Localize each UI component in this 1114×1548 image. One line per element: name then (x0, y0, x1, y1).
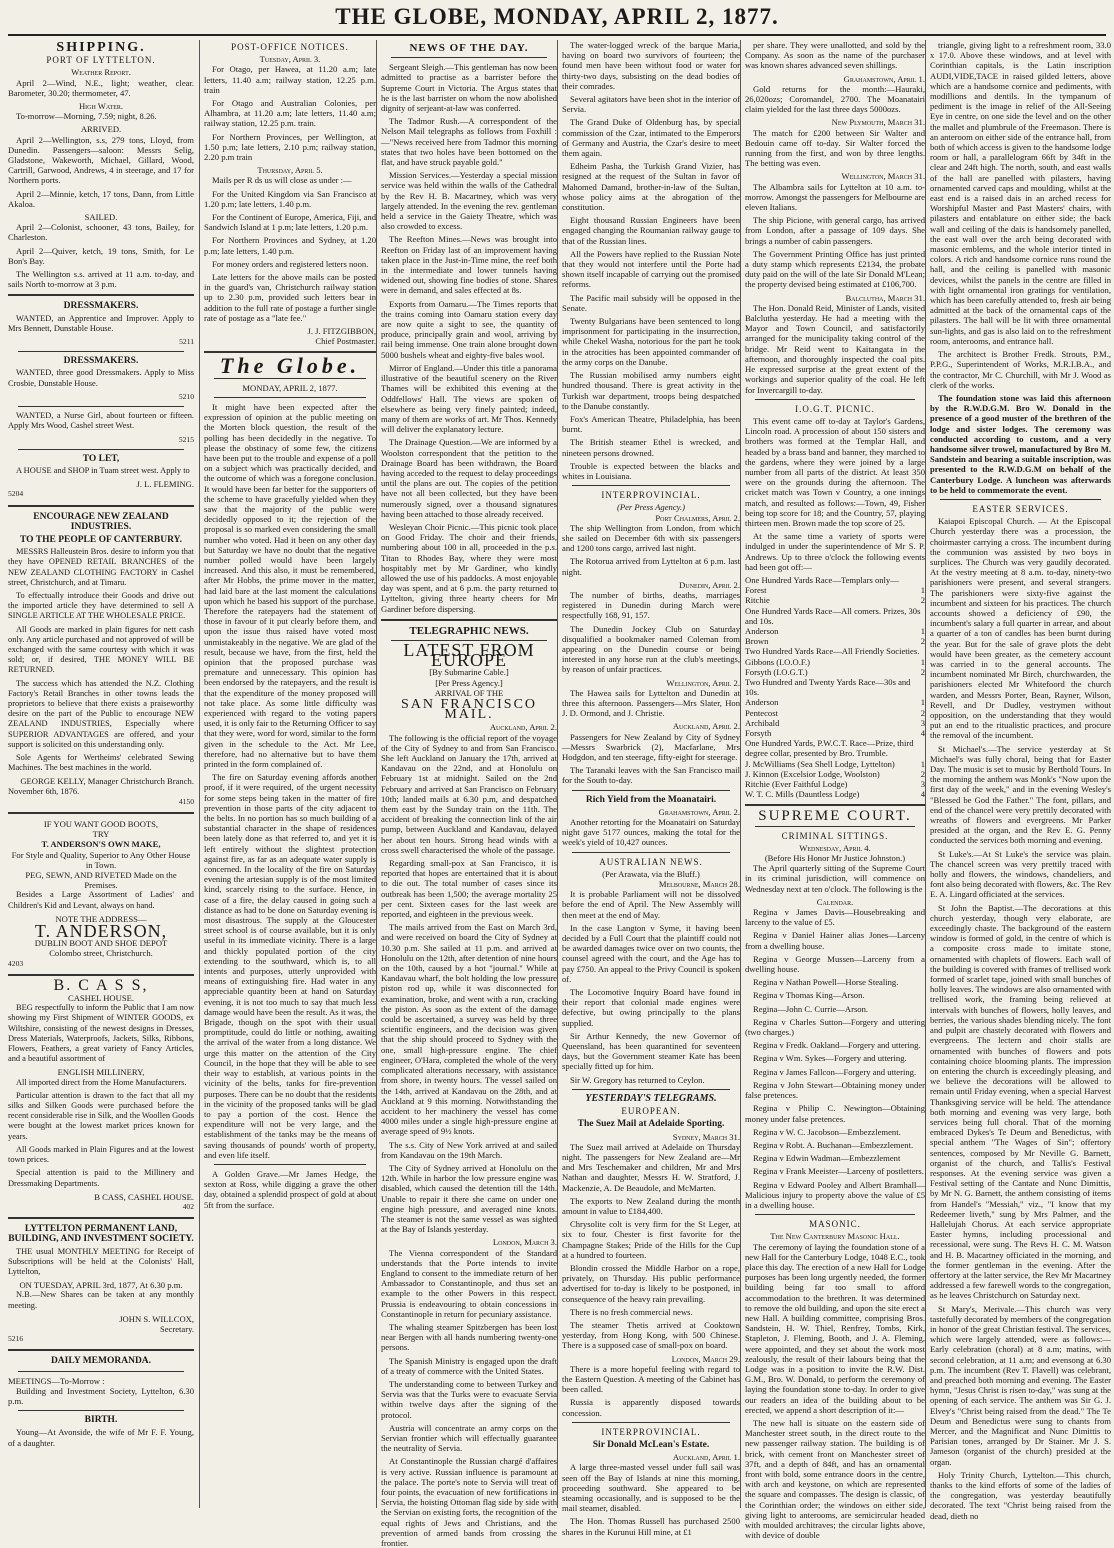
race-result-row (745, 769, 925, 779)
bcass-text: ENGLISH MILLINERY, (57, 1067, 145, 1078)
society-text: N.B.—New Shares can be taken at any monthly meeting. (8, 1290, 194, 1310)
dateline: Wellington, April 2. (666, 677, 740, 688)
news-item: Trouble is expected between the blacks and whites in Louisiana. (562, 460, 740, 481)
bcass-text: Particular attention is drawn to the fact that all my silks and Silken Goods were purchased before the recent considerable rise in Silk, and the Woollen Goods were bought at the lowest market prices known for years. (8, 1090, 194, 1141)
race-entrant: Pentecost (745, 707, 778, 718)
ad-number: 5204 (8, 489, 24, 499)
race-results (745, 657, 925, 677)
anderson-line: IF YOU WANT GOOD BOOTS, (43, 819, 159, 829)
news-item: The Taranaki leaves with the San Francisco mail for the South to-day. (562, 765, 740, 786)
news-item: The April quarterly sitting of the Supreme Court in its criminal jurisdiction, will commence on Wednesday next at ten o'clock. The following is the (745, 863, 925, 894)
editorial-paragraph: A Golden Grave.—Mr James Hedge, the sexton at Ross, while digging a grave the other day, obtained a splendid prospect of gold at about 5ft from the surface. (204, 1168, 376, 1210)
race-title: One Hundred Yards Race—All comers. Prizes, 30s and 10s. (745, 605, 921, 626)
dateline: London, March 29. (671, 1353, 740, 1364)
society-heading: LYTTELTON PERMANENT LAND, BUILDING, AND INVESTMENT SOCIETY. (8, 1224, 194, 1245)
case-entry: Regina v Thomas King—Arson. (753, 990, 865, 1001)
race-place: 2 (920, 666, 925, 677)
donald-heading: Sir Donald McLean's Estate. (592, 1439, 710, 1450)
to-let-signature: J. L. FLEMING. (136, 479, 194, 490)
encourage-text: The success which has attended the N.Z. Clothing Factory's Retail Branches in other towns leads the proprietors to believe that there exists a praiseworthy desire on the part of the Public to encourage NEW ZEALAND INDUSTRIES, Especially where SUPERIOR ADVANTAGES are offered, and your support is solicited on this understanding only. (8, 678, 194, 749)
race-place: 3 (920, 717, 925, 728)
news-item: Gold returns for the month:—Hauraki, 26,020ozs; Coromandel, 2700. The Moanatairi claim yielded for the last three days 5000ozs. (745, 83, 925, 115)
race-results (745, 697, 925, 738)
anderson-line: TRY (92, 829, 110, 840)
encourage-subheading: TO THE PEOPLE OF CANTERBURY. (20, 534, 182, 545)
race-result-row (745, 585, 925, 595)
postoffice-heading: POST-OFFICE NOTICES. (231, 42, 349, 52)
news-item: The foundation stone was laid this afternoon by the R.W.D.G.M. Bro W. Donald in the presence of a good muster of the brethren of the lodge and sister lodges. The ceremony was conducted according to custom, and a very handsome silver trowel, manufactured by Bro M. Sandstein and bearing a suitable inscription, was presented to the R.W.D.G.M on behalf of the Canterbury Lodge. A luncheon was afterwards to be held to commemorate the event. (930, 392, 1111, 495)
anderson-line: NOTE THE ADDRESS— (55, 913, 147, 924)
race-results (745, 585, 925, 605)
column-4 (557, 40, 744, 1537)
news-item: The Locomotive Inquiry Board have found in their report that colonial made engines were defective, but owing principally to the plans supplied. (562, 987, 740, 1028)
european-heading: EUROPEAN. (621, 1106, 681, 1117)
interprovincial-heading: INTERPROVINCIAL. (601, 1426, 701, 1437)
criminal-sittings-heading: CRIMINAL SITTINGS. (781, 830, 889, 841)
encourage-signature: GEORGE KELLY, Manager Christchurch Branch. (20, 776, 194, 787)
arrived-entry: April 2—Wellington, s.s, 279 tons, Lloyd, from Dunedin. Passengers—saloon: Messrs Selig, Gladstone, Wakeworth, Michael, Gillard, Wood, Cartrill, Garwood, Andrews, 4 in steerage, and 17 for Northern ports. (8, 134, 194, 186)
column-1 (8, 40, 198, 1508)
news-item: There is no fresh commercial news. (570, 1306, 693, 1317)
postoffice-text: Late letters for the above mails can be posted in the guard's van, Christchurch railway station up to 2.30 p.m, provided such letters bear in addition to the full rate of postage a further single rate of postage as a "late fee." (204, 272, 376, 323)
race-entrant: Gibbons (I.O.O.F.) (745, 656, 810, 667)
postoffice-day: Thursday, April 5. (257, 165, 323, 176)
telegraphic-heading: TELEGRAPHIC NEWS. (409, 624, 529, 637)
race-result-row (745, 789, 925, 799)
case-entry: Regina v W. C. Jacobson—Embezzlement. (753, 1126, 901, 1137)
arrived-entry: April 2—Minnie, ketch, 17 tons, Dann, from Little Akaloa. (8, 188, 194, 209)
news-item: In the case Langton v Syme, it having been decided by a Full Court that the plaintiff could not be awarded damages twice over on two counts, the counsel agreed with the court, and the Age has to pay £750. An appeal to the Privy Council is spoken of. (562, 922, 740, 984)
bcass-subtitle: CASHEL HOUSE. (67, 993, 135, 1004)
postoffice-text: Mails per R ds us will close as under :— (212, 175, 352, 186)
news-item: The ship Wellington from London, from which she sailed on December 6th with six passengers and 1200 tons cargo, arrived last night. (562, 522, 740, 554)
easter-heading: EASTER SERVICES. (972, 503, 1069, 514)
ad-number: 5211 (179, 337, 194, 347)
race-result-row (745, 728, 925, 738)
court-judge: (Before His Honor Mr Justice Johnston.) (764, 853, 906, 864)
news-item: Blondin crossed the Middle Harbor on a rope, privately, on Thursday. His public performance advertised for to-day is likely to be postponed, in consequence of the heavy rain prevailing. (562, 1262, 740, 1304)
rich-yield-heading: Rich Yield from the Moanatairi. (585, 794, 717, 805)
race-place: 3 (920, 779, 925, 790)
to-let-ad: A HOUSE and SHOP in Tuam street west. Apply to (16, 465, 190, 475)
news-item: The Suez mail arrived at Adelaide on Thursday night. The passengers for New Zealand are—Mr and Mrs Teschemaker and children, Mr and Mrs Nathan and daughter, Messrs H. W. Stratford, J. Mackenzie, A. De Beaudole, and McMarten. (562, 1141, 740, 1193)
to-let-heading: TO LET, (82, 453, 120, 464)
news-item: The Hon. Donald Reid, Minister of Lands, visited Balclutha yesterday. He had a meeting with the Mayor and Town Council, and satisfactorily arranged for the municipality taking control of the bridge. Mr Reid went to Kaitangata in the afternoon, and thoroughly inspected the coal pits. He expressed surprise at the great extent of the workings and superior quality of the coal. He left for Invercargill to-day. (745, 302, 925, 395)
dressmakers-ad: WANTED, three good Dressmakers. Apply to Miss Crosbie, Dunstable House. (8, 368, 194, 388)
news-item: The steamer Thetis arrived at Cooktown yesterday, from Hong Kong, with 500 Chinese. There is a supposed case of small-pox on board. (562, 1319, 740, 1351)
society-signature-title: Secretary. (159, 1323, 194, 1334)
ad-number: 5216 (8, 1334, 24, 1344)
news-item: The Hawea sails for Lyttelton and Dunedin at three this afternoon. Passengers—Mrs Slater, Hon J. D. Ormond, and J. Christie. (562, 687, 740, 719)
society-signature: JOHN S. WILLCOX, (119, 1313, 194, 1324)
memoranda-heading: DAILY MEMORANDA. (50, 1356, 152, 1367)
case-entry: Regina v Charles Sutton—Forgery and uttering (two charges.) (745, 1016, 925, 1038)
race-place: 2 (920, 768, 925, 779)
dateline: Auckland, April 1. (672, 1452, 740, 1463)
dateline: Port Chalmers, April 2. (655, 512, 740, 523)
bcass-text: BEG respectfully to inform the Public that I am now showing my First Shipment of WINTER GOODS, ex Wiltshire, consisting of the newest designs in Dresses, Dress Materials, Waterproofs, Jackets, Silks, Ribbons, Flowers, Feathers, a great variety of Fancy Articles, and a beautiful assortment of (8, 1003, 194, 1064)
dateline: Wellington, March 31. (841, 171, 925, 182)
high-water-heading: High Water. (78, 101, 124, 112)
race-result-row (745, 718, 925, 728)
race-result-row (745, 708, 925, 718)
news-item: The Reefton Mines.—News was brought into Reefton on Friday last of an improvement having taken place in the Just-in-Time mine, the reef both in the intermediate and lower tunnels having widened out, showing fine bodies of stone. Shares were in demand, and sales effected at 8s. (381, 234, 557, 296)
news-item: It is probable Parliament will not be dissolved before the end of April. The New Assembly will then meet at the end of May. (562, 889, 740, 920)
news-item: Mirror of England.—Under this title a panorama illustrative of the beautiful scenery on the River Thames will be exhibited this evening at the Oddfellows' Hall. The views are spoken of elsewhere as being very finely painted; indeed, many of them are works of art. Mr Thos. Kennedy will deliver the explanatory lecture. (381, 362, 557, 435)
news-item: The exports to New Zealand during the month amount in value to £184,400. (562, 1195, 740, 1216)
news-item: Sergeant Sleigh.—This gentleman has now been admitted to practise as a barrister before the Supreme Court in Victoria. The Argus states that he is the last barrister on whom the now abolished dignity of serjeant-at-law was conferred. (381, 62, 557, 114)
anderson-name: T. ANDERSON, (34, 921, 168, 942)
race-place: 1 (920, 697, 925, 708)
anderson-line: Colombo street, Christchurch. (49, 948, 153, 959)
news-item: The new hall is situate on the eastern side of Manchester street south, in the direct route to the new passenger railway station. The building is of brick, with cement front on Manchester street of 37ft, and a depth of 84ft, and has an ornamental front with bold, some entrance doors in the centre, with arch and keystone, on which are represented the square and compasses. The design is classic, of the Corinthian order; the windows on either side, giving light to anterooms, are semicircular headed with moulded architraves; the circular lights above, with device of double (745, 1417, 925, 1541)
case-entry: Regina v Frank Meeister—Larceny of postletters. (753, 1166, 924, 1177)
news-item: The architect is Brother Fredk. Strouts, P.M., P.P.G., Superintendent of Works, M.R.I.B.A., and the contractor, Mr C. Churchill, with Mr J. Wood as clerk of the works. (930, 349, 1111, 390)
column-5 (740, 40, 929, 1541)
anderson-line: PEG, SEWN, AND RIVETED Made on the Premises. (25, 870, 177, 891)
news-item: Holy Trinity Church, Lyttelton.—This church, thanks to the kind efforts of some of the ladies of the congregation, was yesterday beautifully decorated. The text "Christ being raised from the dead, dieth no (930, 1469, 1111, 1521)
ad-number: 5215 (178, 434, 194, 444)
dateline: Grahamstown, April 1. (843, 73, 925, 84)
news-item: At the same time a variety of sports were indulged in under the superintendence of Mr S. P. Andrews. Up to three o'clock the following events had been got off:— (745, 531, 925, 572)
race-entrant: Forest (745, 585, 767, 596)
news-item: The ship Picione, with general cargo, has arrived from London, after a passage of 109 days. She brings a number of cabin passengers. (745, 215, 925, 246)
australian-heading: AUSTRALIAN NEWS. (599, 856, 703, 867)
birth-heading: BIRTH. (84, 1415, 118, 1426)
news-item: The Drainage Question.—We are informed by a Woolston correspondent that the petition to the Drainage Board has been withdrawn, the Board having acceded to the request to delay proceedings until the plans are out. The copies of the petition have not all been collected, but they have been numerously signed, over a thousand signatures having been attached to those already received. (381, 437, 557, 519)
telegraphic-text: The mails arrived from the East on March 3rd, and were received on board the City of Sydney at 10.30 p.m. She sailed at 11 p.m. and arrived at Honolulu on the 12th, after detention of nine hours on the 10th, caused by a hot "journal." While at Kandavau wharf, the bolt holding the low pressure piston rod up, while it was disconnected for examination, broke, and went with a run, cracking the piston. As soon as the extent of the damage could be ascertained, a survey was held by three scientific engineers, and the decision was given that the ship should proceed to Sydney with the one, small high-pressure engine. The chief engineer, O'Hara, completed the whole of the very complicated alterations necessary, with assistance from shore, in twenty hours. The vessel sailed on the 14th, arrived at Kandavau on the 28th, and at Auckland at 9 this morning. Notwithstanding the accident to her machinery the vessel has come 4000 miles under a single high-pressure engine at average speed of 9½ knots. (381, 922, 557, 1137)
dateline: Auckland, April 2. (489, 722, 557, 733)
race-title: Two Hundred Yards Race—All Friendly Societies. (745, 646, 920, 657)
dateline: New Plymouth, March 31. (831, 117, 925, 128)
race-result-row (745, 779, 925, 789)
shipping-subheading: PORT OF LYTTELTON. (46, 55, 156, 66)
news-item: Chrysolite colt is very firm for the St Leger, at six to four. Chester is first favorite for the Champagne Stakes; Pride of the Hills for the Cup at a hundred to fourteen. (562, 1219, 740, 1260)
news-item: Edheim Pasha, the Turkish Grand Vizier, has resigned at the request of the Sultan in favor of Mahomed Damand, brother-in-law of the Sultan, whose policy aims at the abrogation of the constitution. (562, 161, 740, 213)
news-item: The water-logged wreck of the barque Maria, having on board two survivors of fourteen; the found men have been without food or water for thirty-two days, subsisting on the dead bodies of their comrades. (562, 40, 740, 91)
interprovincial-source: (Per Press Agency.) (616, 502, 685, 513)
news-item: St Michael's.—The service yesterday at St Michael's was fully choral, being that for Easter Day. The music is set to music by Berthold Tours. In the morning the anthem was Monk's "Now upon the first day of the week," and in the evening Wesley's "Blessed be God the Father." The font, pillars, and end of the chancel were very prettily decorated with wreaths of flowers and evergreens. Mr Parker presided at the organ, and the Rev E. G. Penny conducted the services both morning and evening. (930, 743, 1111, 846)
postoffice-text: For Otago and Australian Colonies, per Alhambra, at 11.20 a.m; late letters, 11.40 a.m; railway station, 12.25 p.m. train. (204, 98, 376, 129)
bcass-text: All imported direct from the Home Manufacturers. (16, 1077, 187, 1087)
column-2 (199, 40, 380, 1508)
ad-number: 5210 (178, 391, 194, 401)
encourage-text: Sole Agents for Wertheims' celebrated Sewing Machines. The best machines in the world. (8, 752, 194, 773)
race-result-row (745, 636, 925, 646)
sailed-heading: SAILED. (84, 212, 118, 223)
society-text: ON TUESDAY, APRIL 3rd, 1877, At 6.30 p.m. (19, 1280, 183, 1291)
telegraphic-text: The s.s. City of New York arrived at and sailed from Kandavau on the 19th March. (381, 1139, 557, 1160)
shipping-note: The Wellington s.s. arrived at 11 a.m. to-day, and sails North to-morrow at 3 p.m. (8, 269, 194, 290)
case-entry: Regina v Robt. A. Buchanan—Embezzlement. (753, 1139, 914, 1150)
news-item: There is a more hopeful feeling with regard to the Eastern Question. A meeting of the Cabinet has been called. (562, 1363, 740, 1395)
society-text: THE usual MONTHLY MEETING for Receipt of Subscriptions will be held at the Colonists' Hall, Lyttelton, (8, 1246, 194, 1276)
case-entry: Regina v John Stewart—Obtaining money under false pretences. (745, 1079, 925, 1101)
globe-date: MONDAY, APRIL 2, 1877. (242, 382, 338, 393)
birth-text: Young—At Avonside, the wife of Mr F. F. Young, of a daughter. (8, 1427, 194, 1448)
anderson-line: Besides a Large Assortment of Ladies' and Children's Kid and Levant, always on hand. (8, 890, 194, 910)
column-3 (376, 40, 561, 1548)
race-results (745, 626, 925, 646)
memoranda-sub: MEETINGS—To-Morrow : (8, 1375, 105, 1386)
race-place: 1 (920, 758, 925, 769)
case-list (745, 907, 925, 1210)
postoffice-text: For money orders and registered letters noon. (212, 258, 369, 269)
race-results (745, 759, 925, 800)
mail-heading: SAN FRANCISCO MAIL. (400, 696, 538, 723)
case-entry: Regina—John C. Currie—Arson. (753, 1003, 869, 1014)
encourage-text: MESSRS Halleustein Bros. desire to inform you that they have OPENED RETAIL BRANCHES of the NEW ZEALAND CLOTHING FACTORY in Cashel street, Christchurch, and at Timaru. (8, 547, 194, 587)
memoranda-text: Building and Investment Society, Lyttelton, 6.30 p.m. (8, 1385, 194, 1406)
race-result-row (745, 657, 925, 667)
race-entrant: Brown (745, 636, 769, 647)
encourage-text: To effectually introduce their Goods and drive out the imported article they have determined to sell A SINGLE ARTICLE AT THE WHOLESALE PRICE. (8, 590, 194, 621)
news-item: Wesleyan Choir Picnic.—This picnic took place on Good Friday. The choir and their friends, numbering about 100 in all, proceeded in the p.s. Titan to Rhodes Bay, where they were most hospitably met by Mr Gardiner, who kindly allowed the use of his paddocks. A most enjoyable day was spent, and at 6 p.m. the party returned to Lyttelton, giving three hearty cheers for Mr Gardiner before dispersing. (381, 521, 557, 614)
latest-heading: LATEST FROM EUROPE (403, 639, 535, 671)
nurse-ad: WANTED, a Nurse Girl, about fourteen or fifteen. Apply Mrs Wood, Cashel street West. (8, 411, 194, 431)
masonic-heading: MASONIC. (809, 1219, 861, 1230)
ad-number: 4150 (178, 796, 194, 806)
news-item: The Dunedin Jockey Club on Saturday disqualified a bookmaker named Coleman from appearing on the Dunedin course or being interested in any horse run at the club's meetings, by reason of unfair practices. (562, 623, 740, 675)
news-item: St Luke's.—At St Luke's the service was plain. The chancel screen was very prettily traced with holly and flowers, the windows, chandeliers, and font also being decorated with flowers, &c. The Rev E. A. Lingard officiated at the services. (930, 848, 1111, 900)
postoffice-text: For the United Kingdom via San Francisco at 1.20 p.m; late letters, 1.40 p.m. (204, 188, 376, 209)
masthead-rule (8, 34, 1106, 36)
encourage-text: All Goods are marked in plain figures for nett cash only. Any article purchased and not approved of will be exchanged with the same courtesy with which it was sold; or, if desired, THE MONEY WILL BE RETURNED. (8, 624, 194, 675)
masthead: THE GLOBE, MONDAY, APRIL 2, 1877. (335, 4, 779, 29)
news-item: The British steamer Ethel is wrecked, and nineteen persons drowned. (562, 437, 740, 458)
news-item: triangle, giving light to a refreshment room, 33.0 x 17.0. Above these windows, and at level with Corinthian capitals, is the Latin inscription AUDI,VIDE,TACE in raised gilded letters, above which are a handsome cornice and pediments, with modillions and dentils. In the tympanum of pediment is the image in relief of the All-Seeing Eye in centre, on one side the level and on the other the mallet and plumbrule of the Freemason. There is an anteroom on either side of the entrance hall, from both of which access is given to the handsome lodge room or hall, a parallelogram 66ft by 34ft in the clear and 24ft high. The north, south, and east walls of the hall are panelled with pilasters, having ornamented carved caps and moulding, whilst at the east end is a raised dais in an arched recess for Worshipful Master and Past Masters' chairs, with pilasters and entablature on either side; the back wall and ceiling of the dais is handsomely panelled, the east wall over the arch being decorated with masonic emblems, and the whole interior tinted in colors. A rich and handsome cornice runs round the hall, and the ceiling is panelled with masonic devices, whilst the panels in the centre are filled in with light ornamental iron gratings for ventilation, which has been carefully attended to, fresh air being admitted at the back of the ornamental caps of the pilasters. The hall will be lit with three ornamental sun-lights, and gas is also laid on to the refreshment room, anterooms, and entrance hall. (930, 40, 1111, 346)
dateline: Balclutha, March 31. (845, 292, 925, 303)
news-item: Russia is apparently disposed towards concession. (562, 1397, 740, 1418)
race-place: 1 (920, 625, 925, 636)
postoffice-text: For Northern Provinces and Sydney, at 1.20 p.m; late letters, 1.40 p.m. (204, 235, 376, 256)
race-result-row (745, 697, 925, 707)
case-entry: Regina v Daniel Hainer alias Jones—Larceny from a dwelling house. (745, 930, 925, 951)
editorial-paragraph: The fire on Saturday evening affords another proof, if it were required, of the urgent necessity for some steps being taken in the matter of fire prevention in those parts of the city adjacent to the belts. In no portion has so much building of a substantial character in the shape of residences been lately done as that referred to, and yet it is left entirely without the slightest protection against fire, as far as an adequate water supply is concerned. In the locality of the fire on Saturday evening the artesian supply is of the most limited kind, scarcely rising to the surface. Hence, in case of a fire, the delay caused in going such a distance as had to be done on Saturday evening is most disastrous. The supply at the Gloucester street school is of course available, but it is only useful in its immediate vicinity. There is a large and thickly populated portion of the city extending to the southward, which is, to all intents and purposes, utterly unprovided with means of extinguishing fire. Had water in any appreciable quantity been at hand on Saturday evening, it is not too much to say that much less damage would have been the result. As it was, the Brigade, though on the spot with their usual promptitude, could do little or nothing, awaiting the arrival of the water from a long distance. We urge this matter on the attention of the City Council, in the hope that they will be able to see their way to establish, at various points in the vicinity of the belts, tanks for fire-prevention purposes. There can be no doubt that the residents in the vicinity of the proposed tanks will be glad to pay a portion of the cost. Hence the expenditure will not be very large, and the establishment of the tanks may be the means of saving thousands of pounds' worth of property, and even life itself. (204, 772, 376, 1160)
ad-number: 402 (182, 1201, 194, 1211)
case-entry: Regina v James Davis—Housebreaking and larceny to the value of £5. (745, 907, 925, 928)
news-item: A large three-masted vessel under full sail was seen off the Bay of Islands at nine this morning, proceeding southward. She appeared to be steaming occasionally, and is supposed to be the mail steamer, disabled. (562, 1462, 740, 1514)
dateline: Grahamstown, April 2. (658, 806, 740, 817)
news-heading: NEWS OF THE DAY. (409, 42, 529, 54)
telegraphic-source: [By Submarine Cable.] (429, 667, 509, 678)
race-entrant: Ritchie (Ever Faithful Lodge) (745, 779, 848, 790)
sailed-entry: April 2—Colonist, schooner, 43 tons, Bailey, for Charleston. (8, 222, 194, 243)
news-item: The match for £200 between Sir Walter and Bedouin came off to-day. Sir Walter forced the running from the first, and won by three lengths. The betting was even. (745, 127, 925, 169)
anderson-line: For Style and Quality, Superior to Any Other House in Town. (11, 849, 191, 870)
news-item: Sir W. Gregory has returned to Ceylon. (570, 1074, 705, 1085)
race-entrant: Anderson (745, 625, 779, 636)
news-item: The Albambra sails for Lyttelton at 10 a.m. to-morrow. Amongst the passengers for Melbourne are eleven Italians. (745, 181, 925, 213)
telegraphic-text: At Constantinople the Russian chargé d'affaires is very active. Russian influence is paramount at the palace. The porte's note to Servia will treat of four points, the evacuation of new fortifications in Servia, the hoisting Ottoman flag side by side with the Servian on existing forts, the recognition of the equal rights of Jews and Christians, and the prevention of armed bands from crossing the frontier. (381, 1456, 557, 1548)
dateline: Dunedin, April 2. (679, 579, 740, 590)
encourage-heading: ENCOURAGE NEW ZEALAND INDUSTRIES. (33, 511, 169, 532)
race-entrant: J. Kinnon (Excelsior Lodge, Woolston) (745, 768, 880, 779)
telegraphic-text: The City of Sydney arrived at Honolulu on the 12th. While in harbor the low pressure engine was disabled, which caused the detention till the 14th. Unable to repair it there she came on under one engine high pressure, and averaged nine knots. The steamer is not the same vessel as was sighted at the Bay of Islands yesterday. (381, 1162, 557, 1235)
race-entrant: J. McWilliams (Sea Shell Lodge, Lyttelton) (745, 758, 895, 769)
masonic-subheading: The New Canterbury Masonic Hall. (770, 1231, 900, 1242)
race-result-row (745, 667, 925, 677)
column-6 (925, 40, 1111, 1521)
high-water: To-morrow—Morning, 7.59; night, 8.26. (16, 111, 157, 122)
news-item: The Russian mobilised army numbers eight hundred thousand. There is great activity in the Turkish war department, troops being despatched to the Danube constantly. (562, 370, 740, 411)
encourage-date: November 6th, 1876. (8, 786, 80, 796)
postoffice-text: For Otago, per Hawea, at 11.20 a.m; late letters, 11.40 a.m; railway station, 12.25 p.m. train (204, 64, 376, 95)
telegraphic-text: The following is the official report of the voyage of the City of Sydney to and from San Francisco. She left Auckland on January the 17th, arrived at Kandavau on the 22nd, and at Honolulu on February 1st at midnight. Sailed on the 2nd February and arrived at San Francisco on February 10th; landed mails at 6.30 p.m, and despatched them east by the Sunday train on the 11th. The accident of breaking the connection link of the air pump, between Auckland and Kandavau, delayed her about ten hours. Strong head winds with a cross swell characterised the whole of the passage. (381, 732, 557, 855)
postoffice-text: For the Continent of Europe, America, Fiji, and Sandwich Island at 1 p.m; late letters, 1.20 p.m. (204, 212, 376, 233)
race-place: 2 (920, 636, 925, 647)
case-entry: Regina v James Fallcon—Forgery and uttering. (753, 1066, 917, 1077)
telegraphic-source: [Per Press Agency.] (435, 677, 503, 688)
dateline: London, March 3. (492, 1237, 557, 1248)
race-entrant: Forsyth (745, 728, 772, 738)
supreme-court-heading: SUPREME COURT. (758, 808, 912, 825)
news-item: Another retorting for the Moanatairi on Saturday night gave 5177 ounces, making the total for the week's yield of 10,427 ounces. (562, 817, 740, 848)
dateline: Auckland, April 2. (672, 721, 740, 732)
news-item: The Grand Duke of Oldenburg has, by special commission of the Czar, intimated to the Emperors of Germany and Austria, the Czar's desire to meet them again. (562, 117, 740, 159)
news-item: The Government Printing Office has just printed a duty stamp which represents £2134, the probate duty paid on the will of the late Sir Donald M'Lean; the property devised being estimated at £106,700. (745, 248, 925, 290)
news-item: This event came off to-day at Taylor's Gardens, Lincoln road. A procession of about 150 sisters and brothers was formed at the Templar Hall, and headed by a brass band and banner, they marched to the gardens, where they were joined by a large number from all parts of the district. At least 350 were on the grounds during the afternoon. The cricket match was Town v Country, a one innings match, and resulted as follows:—Town, 49, Fisher being top score for 18; and the Country, 57, playing thirteen men. Brown made the top score of 25. (745, 415, 925, 528)
anderson-line: T. ANDERSON'S OWN MAKE, (41, 839, 161, 850)
telegraphic-text: Regarding small-pox at San Francisco, it is reported that hopes are entertained that it is about to die out. The total number of cases since its outbreak has been 1,500; the average mortality 25 per cent. Sixteen cases for the last week are reported, and eighteen in the previous week. (381, 858, 557, 920)
race-place: 4 (920, 728, 925, 738)
postoffice-signature-title: Chief Postmaster. (315, 336, 376, 347)
editorial-paragraph: It might have been expected after the expression of opinion at the public meeting on the Morten block question, the result of the polling has been decidedly in the negative. To please the obstinacy of some few, the citizens have been put to the trouble and expense of a poll on a subject which was practically decided, and the outcome of which was a foregone conclusion. It would have been far better for the supporters of the scheme to have gracefully yielded when they saw that the majority of the public were decidedly opposed to it; the rejection of the proposal is so marked even considering the small number who voted. Had it been on any other day but Saturday we have no doubt that the negative number polled would have been largely increased. And this also, it must be remembered, after Mr Hobbs, the prime mover in the matter, had laid bare at the last moment the calculations upon which he based his support of the purchase. Therefore the ratepayers had the statement of those in favour of it put clearly before them, and upon the issue thus raised have voted most unmistakeably in the negative. We are glad of the result, because we have, from the first, held the opinion that the proposed purchase was premature and unnecessary. This opinion has been endorsed by the ratepayers, and the result is that the expenditure of the money proposed will not take place. As some little difficulty was experienced with regard to the voting papers used, it is only fair to the Returning Officer to say that they were, word for word, similar to the form given in the schedule to the Act. Mr Lee, therefore, had no alternative but to have them printed in the form complained of. (204, 401, 376, 769)
race-title: One Hundred Yards, P.W.C.T. Race—Prize, third degree collar, presented by Bro. Trumble. (745, 738, 914, 759)
australian-source: (Per Arawata, via the Bluff.) (602, 868, 700, 879)
calendar-heading: Calendar. (816, 896, 854, 907)
race-place: 2 (920, 707, 925, 718)
race-title: One Hundred Yards Race—Templars only— (745, 574, 899, 585)
court-date: Wednesday, April 4. (799, 842, 871, 853)
news-item: The Rotorua arrived from Lyttelton at 6 p.m. last night. (562, 556, 740, 577)
race-result-row (745, 759, 925, 769)
news-item: The Pacific mail subsidy will be opposed in the Senate. (562, 292, 740, 313)
case-entry: Regina v Edward Pooley and Albert Bramhall—Malicious injury to property above the value of £5 in a dwelling house. (745, 1179, 925, 1210)
bcass-text: All Goods marked in Plain Figures and at the lowest town prices. (8, 1144, 194, 1165)
race-place: 4 (920, 789, 925, 800)
race-result-row (745, 595, 925, 605)
anderson-line: DUBLIN BOOT AND SHOE DEPOT (34, 938, 168, 949)
dressmakers-heading: DRESSMAKERS. (63, 301, 139, 312)
postoffice-day: Tuesday, April 3. (259, 54, 321, 65)
dressmakers-heading: DRESSMAKERS. (63, 356, 139, 367)
weather-report: April 2—Wind, N.E., light; weather, clear. Barometer, 30.20; thermometer, 47. (8, 77, 194, 98)
globe-title: The Globe. (219, 353, 361, 379)
case-entry: Regina v Nathan Powell—Horse Stealing. (753, 977, 899, 988)
news-item: The Tadmor Rush.—A correspondent of the Nelson Mail telegraphs as follows from Foxhill :—"News received here from Tadmor this morning states that two holes have been bottomed on the flat, and have struck payable gold." (381, 116, 557, 168)
yesterday-heading: YESTERDAY'S TELEGRAMS. (585, 1092, 717, 1104)
race-place: 1 (920, 585, 925, 596)
news-item: St Mary's, Merivale.—This church was very tastefully decorated by members of the congregation in honor of the great Christian festival. The services, which were largely attended, were as follows:—Early celebration (choral) at 8 a.m; matins, with second celebration, at 11 a.m; and evensong at 6.30 p.m. The incumbent (Rev T. Flavell) was celebrant, and preached both morning and evening. The Easter hymn, "Jesus Christ is risen to-day," was sung at the opening of each service. The anthem was Sir G. J. Elvey's "Christ being raised from the dead." The Te Deum and Benedictus were sung to chants from Mercer, and the Magnificat and Nunc Dimittis to Parisian tones, arranged by Dr Stainer. Mr J. S. Jameson (organist of the church) presided at the organ. (930, 1303, 1111, 1467)
dateline: Melbourne, March 28. (658, 879, 740, 890)
suez-heading: The Suez Mail at Adelaide Sporting. (577, 1119, 725, 1130)
bcass-title: B. C A S S, (53, 976, 149, 994)
telegraphic-text: The Vienna correspondent of the Standard understands that the Porte intends to invite England to consent to the immediate return of her Ambassador to Constantinople, and thus set an example to the other Powers in this respect. Prussia is endeavouring to obtain concessions in Constantinople in return for pecuniary assistance. (381, 1247, 557, 1319)
news-item: Mission Services.—Yesterday a special mission service was held within the walls of the Cathedral by the Rev H. B. Macartney, which was very largely attended. In the evening the rev. gentleman held a service in the Gaiety Theatre, which was also crowded to excess. (381, 170, 557, 232)
news-item: Eight thousand Russian Engineers have been engaged changing the Roumanian railway gauge to that of the Russian lines. (562, 215, 740, 246)
news-item: Fox's American Theatre, Philadelphia, has been burnt. (562, 413, 740, 435)
race-result-row (745, 626, 925, 636)
news-item: All the Powers have replied to the Russian Note that they would not interfere until the Porte had shown itself incapable of carrying out the promised reforms. (562, 248, 740, 290)
news-item: The ceremony of laying the foundation stone of a new Hall for the Canterbury Lodge, 1048 E.C., took place this day. The erection of a new Hall for Lodge purposes has been long urgently needed, the former building being far too small to afford accommodation to the brethren. It was determined to remove the old building, and upon the site erect a new Hall. A building committee, comprising Bros. Sandstein, H. W. Thiel, Renfrey, Tombs, Kirk, Stapleton, J. Fleming, Booth, and J. A. Fleming, were appointed, and they set about the work most zealously, the result of their labours being that the Lodge was in a position to invite the R.W. Dist. G.M., Bro. W. Donald, to perform the ceremony of laying the foundation stone to-day. In order to give our readers an idea of the building about to be erected, we append a short description of it:— (745, 1241, 925, 1415)
news-item: per share. They were unallotted, and sold by the Company. As soon as the name of the purchaser was known shares advanced seven shillings. (745, 40, 925, 71)
weather-heading: Weather Report. (71, 67, 131, 78)
bcass-text: Special attention is paid to the Millinery and Dressmaking Departments. (8, 1168, 194, 1188)
news-item: Sir Arthur Kennedy, the new Governor of Queensland, has been quarantined for seventeen days, but the Government steamer Kate has been specially fitted up for him. (562, 1030, 740, 1072)
news-item: The number of births, deaths, marriages registered in Dunedin during March were respectfully 168, 91, 157. (562, 589, 740, 621)
arrival-heading: ARRIVAL OF THE (434, 687, 504, 698)
iogt-heading: I.O.G.T. PICNIC. (795, 403, 875, 414)
postoffice-text: For Northern Provinces, per Wellington, at 1.50 p.m; late letters, 2.10 p.m; railway station, 2.20 p.m train (204, 131, 376, 163)
race-place: 2 (920, 595, 925, 606)
interprovincial-heading: INTERPROVINCIAL. (601, 490, 701, 501)
race-entrant: Forsyth (I.O.G.T.) (745, 666, 808, 677)
arrived-heading: ARRIVED. (80, 124, 122, 135)
case-entry: Regina v Edwin Wadman—Embezzlement (753, 1153, 901, 1164)
shipping-heading: SHIPPING. (56, 40, 146, 55)
race-entrant: Anderson (745, 697, 779, 708)
news-item: St John the Baptist.—The decorations at this church yesterday, though very elaborate, are exceedingly chaste. The background of the eastern window is formed of gold, in the centre of which is a composite cross made to imitate stone, ornamented with chaplets of flowers. Each wall of the building is covered with frames of trellised work formed of scarlet tape, joined with small bunches of holly leaves. The windows are also ornamented with trellised work, the framing being relieved at intervals with bunches of flowers, holly leaves, and berries, the various shades blending nicely. The font and pulpit are chastely decorated with flowers and evergreens. The lectern and choir stalls are ornamented with bunches of flowers and pots containing choice blooming plants. The impression on entering the church is exceedingly pleasing, and we believe the decorations will be allowed to remain until Friday evening, when a special Harvest Thanksgiving service will be held. The attendance both morning and evening was very large, both services being full choral. That of the morning embraced Dykes's Te Deum and Benedictus, with special anthem "The Wages of Sin"; offertory sentences, composed by Mr Neville G. Barnett, organist of the church, and Tallis's Festival responses. At the evening service was given a Festival setting of the Cantate and Nunc Dimittis, by Mr N. G. Barnett, the anthem consisting of items from Handel's "Messiah," viz., "I know that my Redeemer liveth," sung by Mrs Palmer, and the Hallelujah Chorus. At each service appropriate Easter hymns, including processional and recessional, were sung. The Revs H. C. M. Watson and H. B. Macartney officiated in the morning, and the former gentleman in the evening. After the offertory at the latter service, the Rev Mr Macartney addressed a few farewell words to the congregation, as he leaves Christchurch on Saturday next. (930, 902, 1111, 1301)
telegraphic-text: Austria will concentrate an army corps on the Servian frontier which will effectually guarantee the neutrality of Servia. (381, 1422, 557, 1454)
case-entry: Regina v Philip C. Newington—Obtaining money under false pretences. (745, 1103, 925, 1124)
race-entrant: W. T. C. Mills (Dauntless Lodge) (745, 789, 860, 800)
case-entry: Regina v George Mussen—Larceny from a dwelling house. (745, 953, 925, 975)
news-item: Several agitators have been shot in the interior of Servia. (562, 94, 740, 115)
dateline: Sydney, March 31. (672, 1131, 740, 1142)
news-item: Kaiapoi Episcopal Church. — At the Episcopal Church yesterday there was a procession, the choirmaster carrying a cross. The incumbent during the communion was assisted by two boys in surplices. The Church was very gaudily decorated. At the vestry meeting at 8 a.m. to-day, ninety-two parishioners were present, and several strangers. The parishioners were sixty-five against the incumbent and sixteen for his practices. The church accounts showed a deficiency of £90, the incumbent's salary a full quarter in arrear, and about a quarter of a ton of candles has been burnt during the year. But for the sale of grave plots the debt would have been greater, as the cemetery account was carried in to the general accounts. The incumbent nominated Mr Birch, churchwarden, the parishioners elected Mr Whitefoord the church warden, and Messrs Porter, Bean, Rayner, Wilson, Revell, and Dr Dudley, vestrymen without opposition, on the understanding that they would put an end to the ritualistic practices, and procure the removal of the incumbent. (930, 516, 1111, 741)
case-entry: Regina v Fredk. Oakland—Forgery and uttering. (753, 1040, 921, 1051)
bcass-signature: B CASS, CASHEL HOUSE. (94, 1191, 194, 1202)
race-entrant: Ritchie (745, 595, 770, 606)
telegraphic-text: The understanding come to between Turkey and Servia was that the Turks were to evacuate Servia within twelve days after the signing of the protocol. (381, 1378, 557, 1420)
dressmakers-ad: WANTED, an Apprentice and Improver. Apply to Mrs Bennett, Dunstable House. (8, 313, 194, 333)
news-item: The Hon. Thomas Russell has purchased 2500 shares in the Kurunui Hill mine, at £1 (562, 1516, 740, 1537)
ad-number: 4203 (8, 958, 24, 968)
news-item: Passengers for New Zealand by City of Sydney—Messrs Swarbrick (2), Macfarlane, Mrs Hodgdon, and ten steerage, fifty-eight for steerage. (562, 731, 740, 762)
news-item: Twenty Bulgarians have been sentenced to long imprisonment for participating in the insurrection, while Chekel Washa, notorious for the part he took in the atrocities has been appointed commander of the army corps on the Danube. (562, 316, 740, 367)
race-place: 1 (920, 656, 925, 667)
telegraphic-text: The whaling steamer Spitzbergen has been lost near Bergen with all hands numbering twenty-one persons. (381, 1321, 557, 1353)
telegraphic-text: The Spanish Ministry is engaged upon the draft of a treaty of commerce with the United States. (381, 1355, 557, 1376)
postoffice-signature: J. J. FITZGIBBON, (307, 326, 376, 337)
race-entrant: Archibald (745, 717, 780, 728)
race-title: Two Hundred and Twenty Yards Race—30s and 10s. (745, 676, 911, 698)
case-entry: Regina v Wm. Sykes—Forgery and uttering. (753, 1053, 907, 1064)
sailed-entry: April 2—Quiver, ketch, 19 tons, Smith, for Le Bon's Bay. (8, 245, 194, 266)
news-item: Exports from Oamaru.—The Times reports that the trains coming into Oamaru station every day are now quite a sight to see, the quantity of produce, principally grain and wool, arriving by rail being immense. One train alone brought down 5000 bushels wheat and eighty-five bales wool. (381, 298, 557, 360)
